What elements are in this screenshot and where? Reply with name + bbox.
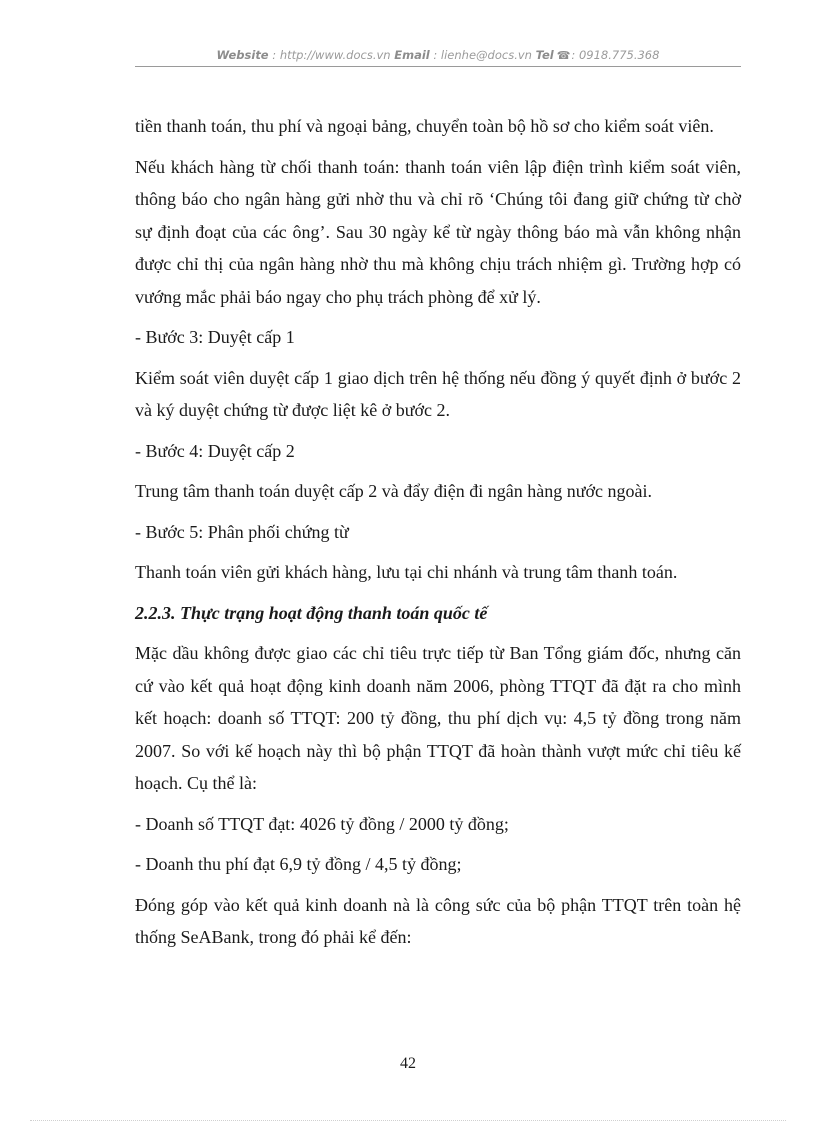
page-header: [135, 48, 741, 68]
section-heading: 2.2.3. Thực trạng hoạt động thanh toán quốc tế: [135, 602, 488, 623]
tel-number: 0918.775.368: [578, 48, 660, 62]
paragraph-contribution: Đóng góp vào kết quả kinh doanh nà là công sức của bộ phận TTQT trên toàn hệ thống SeABank, trong đó phải kể đến:: [135, 894, 741, 947]
telephone-icon: ☎: [556, 49, 571, 62]
footer-divider: [30, 1120, 786, 1121]
website-label: Website: [216, 48, 269, 62]
paragraph-customer-refusal: Nếu khách hàng từ chối thanh toán: thanh toán viên lập điện trình kiểm soát viên, thông báo cho ngân hàng gửi nhờ thu và chỉ rõ ‘Chúng tôi đang giữ chứng từ chờ sự định đoạt của các ông’. Sau 30 ngày kể từ ngày thông báo mà vẫn không nhận được chỉ thị của ngân hàng nhờ thu mà không chịu trách nhiệm gì. Trường hợp có vướng mắc phải báo ngay cho phụ trách phòng để xử lý.: [135, 156, 741, 307]
bullet-fee-income: - Doanh thu phí đạt 6,9 tỷ đồng / 4,5 tỷ đồng;: [135, 854, 462, 874]
paragraph-step-3: Kiểm soát viên duyệt cấp 1 giao dịch trên hệ thống nếu đồng ý quyết định ở bước 2 và ký duyệt chứng từ được liệt kê ở bước 2.: [135, 367, 741, 420]
website-url[interactable]: http://www.docs.vn: [279, 48, 391, 62]
website-separator: :: [268, 48, 280, 62]
email-address[interactable]: lienhe@docs.vn: [440, 48, 532, 62]
tel-label: Tel: [535, 48, 554, 62]
paragraph-plan-results: Mặc dầu không được giao các chỉ tiêu trực tiếp từ Ban Tổng giám đốc, nhưng căn cứ vào kết quả hoạt động kinh doanh năm 2006, phòng TTQT đã đặt ra cho mình kết hoạch: doanh số TTQT: 200 tỷ đồng, thu phí dịch vụ: 4,5 tỷ đồng trong năm 2007. So với kế hoạch này thì bộ phận TTQT đã hoàn thành vượt mức chỉ tiêu kế hoạch. Cụ thể là:: [135, 643, 741, 793]
email-separator: :: [429, 48, 441, 62]
paragraph-continuation: tiền thanh toán, thu phí và ngoại bảng, chuyển toàn bộ hồ sơ cho kiểm soát viên.: [135, 116, 714, 136]
page-number: 42: [400, 1055, 416, 1072]
document-body: [135, 110, 741, 954]
email-label: Email: [394, 48, 430, 62]
paragraph-step-5: Thanh toán viên gửi khách hàng, lưu tại chi nhánh và trung tâm thanh toán.: [135, 562, 678, 582]
paragraph-step-4: Trung tâm thanh toán duyệt cấp 2 và đẩy điện đi ngân hàng nước ngoài.: [135, 481, 652, 501]
step-3-heading: - Bước 3: Duyệt cấp 1: [135, 327, 295, 347]
header-rule: [135, 66, 741, 67]
tel-separator: :: [571, 48, 579, 62]
step-4-heading: - Bước 4: Duyệt cấp 2: [135, 440, 295, 461]
bullet-revenue: - Doanh số TTQT đạt: 4026 tỷ đồng / 2000 tỷ đồng;: [135, 813, 509, 834]
step-5-heading: - Bước 5: Phân phối chứng từ: [135, 521, 349, 542]
